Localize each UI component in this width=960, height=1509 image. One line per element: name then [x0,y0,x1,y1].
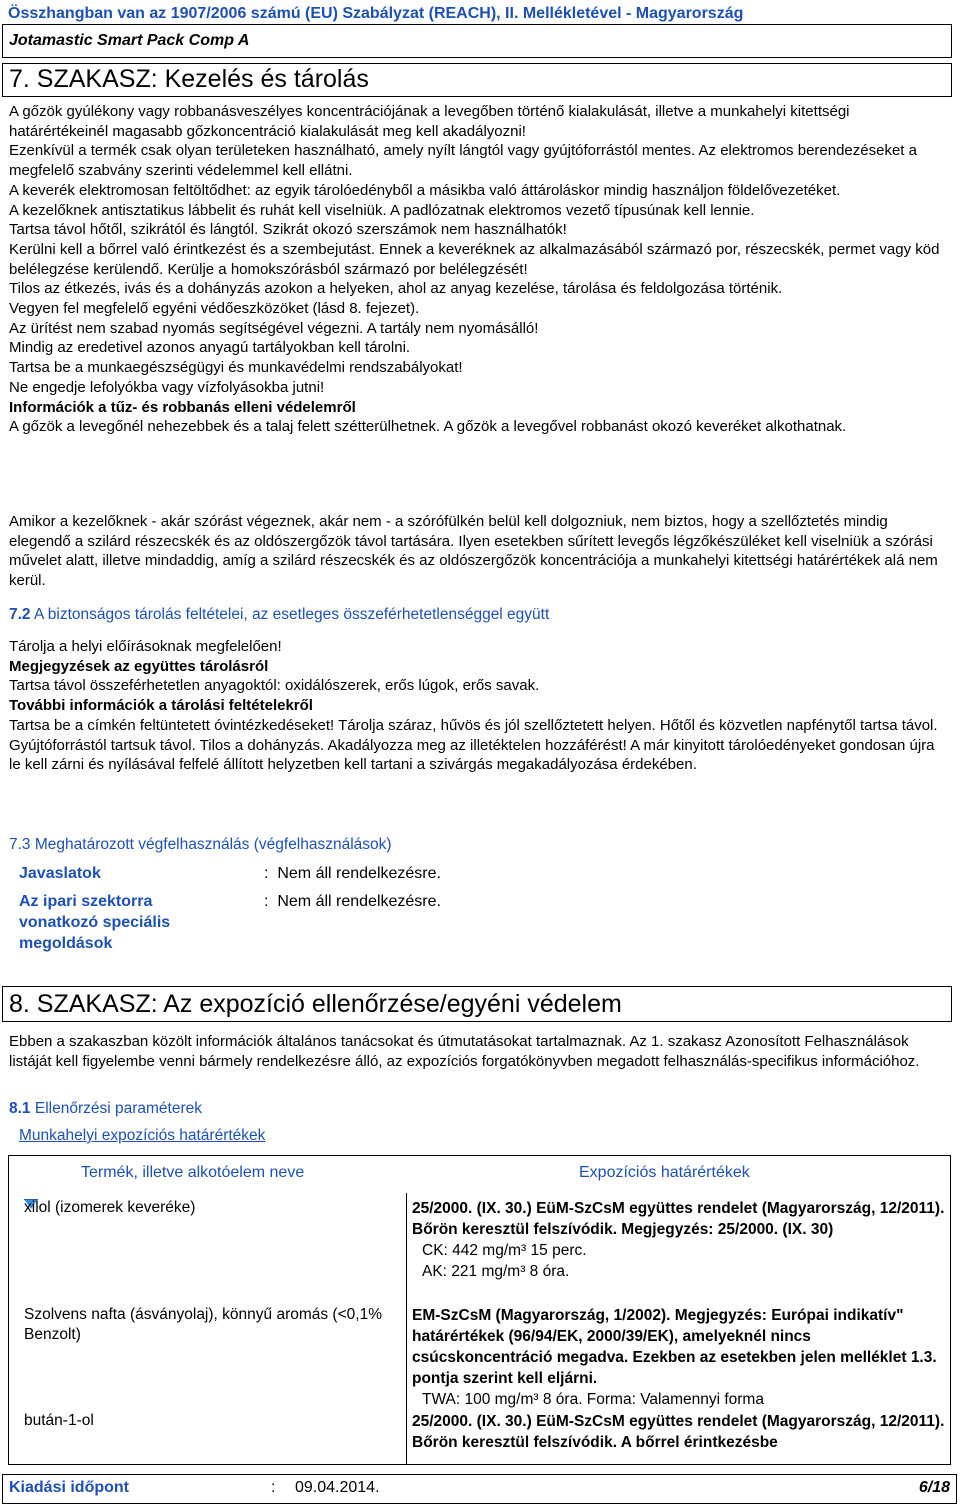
subsection-title: Ellenőrzési paraméterek [34,1100,203,1117]
table-row-limit: 25/2000. (IX. 30.) EüM-SzCsM együttes rendelet (Magyarország, 12/2011). Bőrön keresztül felszívódik. A bőrrel érintkezésbe [412,1413,945,1451]
column-header-limits: Expozíciós határértékek [579,1164,750,1181]
paragraph: A gőzök gyúlékony vagy robbanásveszélyes koncentrációjának a levegőben történő kialakulását, illetve a munkahelyi kitettségi határértékeinél magasabb gőzkoncentráció kialakulását meg kell akadályozni! [9,103,850,140]
issue-date-value: 09.04.2014. [295,1479,380,1496]
paragraph: A keverék elektromosan feltöltődhet: az egyik tárolóedényből a másikba való áttároláskor mindig használjon földelővezetéket. [9,181,841,199]
end-use-label: Javaslatok [19,865,101,882]
product-name-box [2,24,952,58]
section7-title-box [2,63,952,97]
operator-ventilation-text: Amikor a kezelőknek - akár szórást végeznek, akár nem - a szórófülkén belül kell dolgozniuk, nem biztos, hogy a szellőztetés mindig elegendő a szilárd részecskék és az oldószergőzök távol tartására. Ilyen esetekben sűrített levegős légzőkészüléket kell viselniük a szórási művelet alatt, illetve mindaddig, amíg a szilárd részecskék és az oldószergőzök koncentrációja a munkahelyi kitettségi határértékek alá nem kerül. [9,513,938,590]
subsection-title: A biztonságos tárolás feltételei, az esetleges összeférhetetlenséggel együtt [34,606,550,623]
subsection-7-2-heading [9,606,549,624]
paragraph: Tartsa távol hőtől, szikrától és lángtól. Szikrát okozó szerszámok nem használhatók! [9,221,567,239]
section8-title-box [2,986,952,1022]
table-row-component-name: Szolvens nafta (ásványolaj), könnyű aromás (<0,1% Benzolt) [24,1306,382,1343]
issue-date-label: Kiadási időpont [9,1479,129,1496]
page-number: 6/18 [918,1479,950,1496]
industrial-solutions-value: : Nem áll rendelkezésre. [264,893,441,910]
fire-protection-text: A gőzök a levegőnél nehezebbek és a talaj felett szétterülhetnek. A gőzök a levegővel robbanást okozó keveréket alkothatnak. [9,418,847,436]
paragraph: Az ürítést nem szabad nyomás segítségével végezni. A tartály nem nyomásálló! [9,319,539,337]
exposure-limits-table [8,1155,951,1465]
paragraph: Ne engedje lefolyókba vagy vízfolyásokba jutni! [9,378,325,396]
end-use-value: : Nem áll rendelkezésre. [264,865,441,882]
subsection-number: 8.1 [9,1100,31,1117]
section8-title: 8. SZAKASZ: Az expozíció ellenőrzése/egyéni védelem [9,990,622,1018]
subsection-8-1-heading [9,1100,202,1118]
storage-conditions-text: Tartsa be a címkén feltüntetett óvintézkedéseket! Tárolja száraz, hűvös és jól szellőztetett helyen. Hőtől és közvetlen napfénytől tartsa távol. Gyújtóforrástól tartsuk távol. Tilos a dohányzás. Akadályozza meg az illetéktelen hozzáférést! A már kinyitott tárolóedényeket gondosan újra le kell zárni és nyílásával felfelé állított helyzetben kell tartani a szivárgás megakadályozása érdekében. [9,716,938,774]
joint-storage-heading: Megjegyzések az együttes tárolásról [9,657,269,675]
joint-storage-text: Tartsa távol összeférhetetlen anyagoktól: oxidálószerek, erős lúgok, erős savak. [9,677,540,695]
issue-date-colon: : [271,1479,276,1496]
column-header-component: Termék, illetve alkotóelem neve [81,1164,305,1181]
subsection-title: Meghatározott végfelhasználás (végfelhasználások) [34,836,392,853]
paragraph: A kezelőknek antisztatikus lábbelit és ruhát kell viselniük. A padlózatnak elektromos vezető típusúnak kell lennie. [9,201,755,219]
table-row-limit: EM-SzCsM (Magyarország, 1/2002). Megjegyzés: Európai indikatív" határértékek (96/94/EK, 2000/39/EK), amelyeknél nincs csúcskoncentráció megadva. Ezekben az esetekben jelen melléklet 1.3. pontja szerint kell eljárni. TWA: 100 mg/m³ 8 óra. Forma: Valamennyi forma [412,1307,937,1408]
section7-title: 7. SZAKASZ: Kezelés és tárolás [9,65,369,93]
subsection-number: 7.3 [9,836,31,853]
storage-conditions-heading: További információk a tárolási feltételekről [9,697,313,715]
table-row-limit: 25/2000. (IX. 30.) EüM-SzCsM együttes rendelet (Magyarország, 12/2011). Bőrön keresztül felszívódik. Megjegyzés: 25/2000. (IX. 30) CK: 442 mg/m³ 15 perc. AK: 221 mg/m³ 8 óra. [412,1200,945,1280]
storage-local-text: Tárolja a helyi előírásoknak megfelelően! [9,638,282,655]
product-name: Jotamastic Smart Pack Comp A [9,32,250,49]
workplace-limits-heading: Munkahelyi expozíciós határértékek [19,1127,266,1144]
paragraph: Tilos az étkezés, ivás és a dohányzás azokon a helyeken, ahol az anyag kezelése, tárolása és feldolgozása történik. [9,280,783,298]
column-divider [406,1193,407,1465]
footer [2,1474,957,1504]
subsection-number: 7.2 [9,606,31,623]
subsection-7-3-heading [9,836,392,854]
table-row-component-name: xilol (izomerek keveréke) [24,1199,196,1216]
table-row-component-name: bután-1-ol [24,1412,94,1429]
section7-handling-text [9,102,949,437]
fire-protection-heading: Információk a tűz- és robbanás elleni védelemről [9,398,356,416]
paragraph: Tartsa be a munkaegészségügyi és munkavédelmi rendszabályokat! [9,359,463,377]
industrial-solutions-label: Az ipari szektorra vonatkozó speciális megoldások [19,893,171,952]
regulation-header: Összhangban van az 1907/2006 számú (EU) Szabályzat (REACH), II. Mellékletével - Magyarország [8,5,744,22]
paragraph: Mindig az eredetivel azonos anyagú tartályokban kell tárolni. [9,339,411,357]
paragraph: Ezenkívül a termék csak olyan területeken használható, amely nyílt lángtól vagy gyújtóforrástól mentes. Az elektromos berendezéseket a megfelelő szabvány szerinti védelemmel kell ellátni. [9,142,917,180]
paragraph: Kerülni kell a bőrrel való érintkezést és a szembejutást. Ennek a keveréknek az alkalmazásából származó por, részecskék, permet vagy köd belélegzése kerülendő. Kerülje a homokszórásból származó por belélegzését! [9,240,940,278]
paragraph: Vegyen fel megfelelő egyéni védőeszközöket (lásd 8. fejezet). [9,300,420,318]
section8-intro: Ebben a szakaszban közölt információk általános tanácsokat és útmutatásokat tartalmaznak. Az 1. szakasz Azonosított Felhasználások listáját kell figyelembe venni bármely rendelkezésre álló, az expozíciós forgatókönyvben megadott felhasználás-specifikus információhoz. [9,1033,920,1070]
subsection-7-2-body [9,637,949,775]
